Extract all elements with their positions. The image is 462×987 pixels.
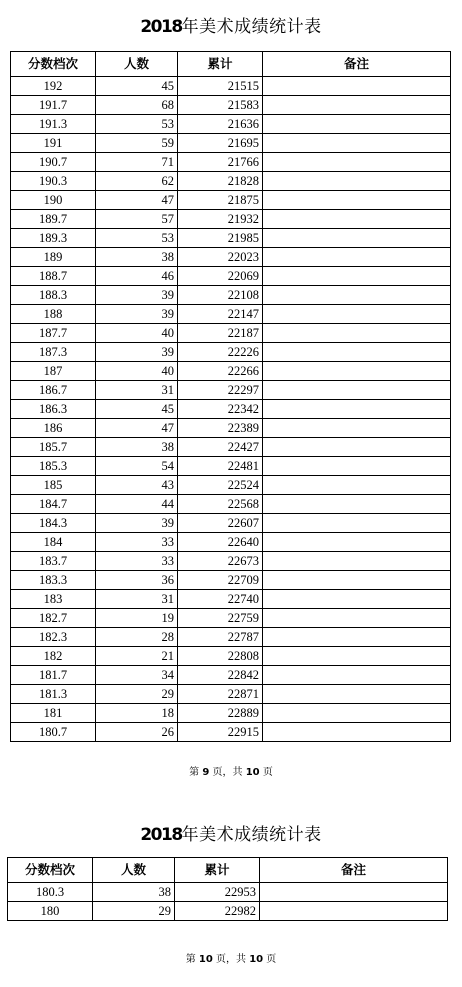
- cumulative-cell: 22389: [178, 419, 263, 438]
- table-row: [11, 229, 451, 248]
- count-cell: 53: [96, 229, 178, 248]
- header-cumulative: 累计: [175, 858, 260, 883]
- remark-cell: [263, 400, 451, 419]
- score-cell: 181.7: [11, 666, 96, 685]
- table-row: [11, 286, 451, 305]
- cumulative-cell: 22787: [178, 628, 263, 647]
- count-cell: 29: [93, 902, 175, 921]
- cumulative-cell: 22427: [178, 438, 263, 457]
- remark-cell: [263, 248, 451, 267]
- count-cell: 40: [96, 324, 178, 343]
- table-header-row: [11, 52, 451, 77]
- score-cell: 191.7: [11, 96, 96, 115]
- cumulative-cell: 22108: [178, 286, 263, 305]
- remark-cell: [263, 191, 451, 210]
- score-cell: 190.3: [11, 172, 96, 191]
- table-row: [8, 902, 448, 921]
- total-pages: 10: [245, 767, 260, 778]
- score-cell: 188.7: [11, 267, 96, 286]
- total-pages: 10: [249, 954, 264, 965]
- count-cell: 28: [96, 628, 178, 647]
- remark-cell: [260, 902, 448, 921]
- remark-cell: [263, 267, 451, 286]
- cumulative-cell: 22640: [178, 533, 263, 552]
- remark-cell: [263, 514, 451, 533]
- cumulative-cell: 22524: [178, 476, 263, 495]
- score-cell: 189.7: [11, 210, 96, 229]
- count-cell: 68: [96, 96, 178, 115]
- count-cell: 45: [96, 77, 178, 96]
- table-row: [11, 438, 451, 457]
- table-header-row: [8, 858, 448, 883]
- remark-cell: [263, 723, 451, 742]
- count-cell: 40: [96, 362, 178, 381]
- remark-cell: [263, 666, 451, 685]
- score-cell: 188: [11, 305, 96, 324]
- table-row: [11, 419, 451, 438]
- score-cell: 181.3: [11, 685, 96, 704]
- title-text: 年美术成绩统计表: [181, 825, 322, 845]
- table-row: [11, 324, 451, 343]
- table-row: [11, 96, 451, 115]
- score-table: [7, 857, 448, 921]
- score-cell: 182: [11, 647, 96, 666]
- count-cell: 26: [96, 723, 178, 742]
- page-footer: 第 10 页，共 10 页: [185, 954, 277, 965]
- remark-cell: [263, 438, 451, 457]
- table-row: [11, 590, 451, 609]
- remark-cell: [263, 590, 451, 609]
- score-cell: 180: [8, 902, 93, 921]
- cumulative-cell: 22147: [178, 305, 263, 324]
- table-row: [11, 495, 451, 514]
- count-cell: 39: [96, 305, 178, 324]
- cumulative-cell: 21583: [178, 96, 263, 115]
- score-cell: 185: [11, 476, 96, 495]
- table-body: [8, 883, 448, 921]
- cumulative-cell: 22297: [178, 381, 263, 400]
- page-number: 9: [202, 767, 210, 778]
- count-cell: 33: [96, 552, 178, 571]
- table-row: [11, 362, 451, 381]
- table-row: [11, 172, 451, 191]
- table-row: [11, 134, 451, 153]
- header-score-level: 分数档次: [8, 858, 93, 883]
- count-cell: 36: [96, 571, 178, 590]
- score-cell: 183: [11, 590, 96, 609]
- remark-cell: [263, 419, 451, 438]
- page-title: [0, 12, 462, 37]
- remark-cell: [263, 210, 451, 229]
- table-row: [11, 552, 451, 571]
- score-cell: 180.7: [11, 723, 96, 742]
- count-cell: 45: [96, 400, 178, 419]
- table-row: [11, 533, 451, 552]
- count-cell: 54: [96, 457, 178, 476]
- score-cell: 187: [11, 362, 96, 381]
- score-cell: 185.7: [11, 438, 96, 457]
- score-cell: 185.3: [11, 457, 96, 476]
- remark-cell: [263, 704, 451, 723]
- cumulative-cell: 21766: [178, 153, 263, 172]
- cumulative-cell: 22871: [178, 685, 263, 704]
- cumulative-cell: 21932: [178, 210, 263, 229]
- count-cell: 33: [96, 533, 178, 552]
- score-cell: 182.7: [11, 609, 96, 628]
- page-footer: 第 9 页，共 10 页: [189, 767, 273, 778]
- count-cell: 38: [96, 438, 178, 457]
- title-text: 年美术成绩统计表: [181, 17, 322, 37]
- count-cell: 44: [96, 495, 178, 514]
- remark-cell: [263, 77, 451, 96]
- count-cell: 57: [96, 210, 178, 229]
- header-remarks: 备注: [260, 858, 448, 883]
- count-cell: 19: [96, 609, 178, 628]
- cumulative-cell: 22342: [178, 400, 263, 419]
- table-row: [11, 571, 451, 590]
- cumulative-cell: 22759: [178, 609, 263, 628]
- table-row: [11, 609, 451, 628]
- header-cumulative: 累计: [178, 52, 263, 77]
- remark-cell: [263, 381, 451, 400]
- score-cell: 191.3: [11, 115, 96, 134]
- cumulative-cell: 22568: [178, 495, 263, 514]
- cumulative-cell: 22842: [178, 666, 263, 685]
- remark-cell: [263, 685, 451, 704]
- remark-cell: [263, 609, 451, 628]
- table-row: [11, 248, 451, 267]
- score-cell: 186.3: [11, 400, 96, 419]
- count-cell: 47: [96, 419, 178, 438]
- count-cell: 62: [96, 172, 178, 191]
- cumulative-cell: 22226: [178, 343, 263, 362]
- table-row: [11, 514, 451, 533]
- remark-cell: [263, 552, 451, 571]
- count-cell: 38: [93, 883, 175, 902]
- score-cell: 188.3: [11, 286, 96, 305]
- table-row: [11, 267, 451, 286]
- score-cell: 189: [11, 248, 96, 267]
- remark-cell: [263, 229, 451, 248]
- cumulative-cell: 22808: [178, 647, 263, 666]
- score-cell: 181: [11, 704, 96, 723]
- remark-cell: [263, 343, 451, 362]
- count-cell: 21: [96, 647, 178, 666]
- remark-cell: [263, 96, 451, 115]
- score-cell: 192: [11, 77, 96, 96]
- score-table: [10, 51, 451, 742]
- table-row: [11, 723, 451, 742]
- remark-cell: [263, 476, 451, 495]
- remark-cell: [263, 571, 451, 590]
- remark-cell: [263, 647, 451, 666]
- header-remarks: 备注: [263, 52, 451, 77]
- remark-cell: [263, 153, 451, 172]
- count-cell: 47: [96, 191, 178, 210]
- count-cell: 29: [96, 685, 178, 704]
- page-number: 10: [198, 954, 213, 965]
- remark-cell: [263, 457, 451, 476]
- cumulative-cell: 22709: [178, 571, 263, 590]
- count-cell: 18: [96, 704, 178, 723]
- remark-cell: [263, 628, 451, 647]
- count-cell: 31: [96, 590, 178, 609]
- score-cell: 186: [11, 419, 96, 438]
- score-cell: 183.3: [11, 571, 96, 590]
- cumulative-cell: 21636: [178, 115, 263, 134]
- score-cell: 186.7: [11, 381, 96, 400]
- remark-cell: [263, 172, 451, 191]
- score-cell: 189.3: [11, 229, 96, 248]
- table-row: [11, 381, 451, 400]
- cumulative-cell: 21515: [178, 77, 263, 96]
- count-cell: 39: [96, 514, 178, 533]
- table-row: [11, 628, 451, 647]
- remark-cell: [263, 305, 451, 324]
- cumulative-cell: 21985: [178, 229, 263, 248]
- count-cell: 43: [96, 476, 178, 495]
- table-row: [11, 457, 451, 476]
- remark-cell: [260, 883, 448, 902]
- count-cell: 46: [96, 267, 178, 286]
- table-row: [11, 685, 451, 704]
- table-row: [11, 704, 451, 723]
- count-cell: 71: [96, 153, 178, 172]
- header-count: 人数: [93, 858, 175, 883]
- score-cell: 187.7: [11, 324, 96, 343]
- cumulative-cell: 22673: [178, 552, 263, 571]
- score-cell: 187.3: [11, 343, 96, 362]
- remark-cell: [263, 495, 451, 514]
- table-row: [11, 305, 451, 324]
- score-cell: 184: [11, 533, 96, 552]
- score-cell: 180.3: [8, 883, 93, 902]
- remark-cell: [263, 324, 451, 343]
- score-cell: 183.7: [11, 552, 96, 571]
- score-cell: 190.7: [11, 153, 96, 172]
- cumulative-cell: 22266: [178, 362, 263, 381]
- count-cell: 39: [96, 343, 178, 362]
- cumulative-cell: 21828: [178, 172, 263, 191]
- score-cell: 182.3: [11, 628, 96, 647]
- score-cell: 191: [11, 134, 96, 153]
- score-cell: 184.3: [11, 514, 96, 533]
- table-row: [11, 666, 451, 685]
- cumulative-cell: 22915: [178, 723, 263, 742]
- count-cell: 34: [96, 666, 178, 685]
- cumulative-cell: 22023: [178, 248, 263, 267]
- table-row: [11, 77, 451, 96]
- count-cell: 38: [96, 248, 178, 267]
- cumulative-cell: 22740: [178, 590, 263, 609]
- table-row: [11, 115, 451, 134]
- cumulative-cell: 21875: [178, 191, 263, 210]
- count-cell: 53: [96, 115, 178, 134]
- count-cell: 31: [96, 381, 178, 400]
- page-title: [0, 820, 462, 845]
- table-row: [11, 343, 451, 362]
- remark-cell: [263, 115, 451, 134]
- table-row: [11, 210, 451, 229]
- header-score-level: 分数档次: [11, 52, 96, 77]
- cumulative-cell: 22481: [178, 457, 263, 476]
- count-cell: 39: [96, 286, 178, 305]
- cumulative-cell: 22889: [178, 704, 263, 723]
- table-row: [11, 647, 451, 666]
- remark-cell: [263, 533, 451, 552]
- cumulative-cell: 22069: [178, 267, 263, 286]
- cumulative-cell: 22953: [175, 883, 260, 902]
- table-row: [11, 400, 451, 419]
- cumulative-cell: 22607: [178, 514, 263, 533]
- table-row: [11, 476, 451, 495]
- header-count: 人数: [96, 52, 178, 77]
- score-cell: 190: [11, 191, 96, 210]
- title-year: 2018: [140, 17, 182, 37]
- table-body: [11, 77, 451, 742]
- table-row: [8, 883, 448, 902]
- remark-cell: [263, 134, 451, 153]
- remark-cell: [263, 362, 451, 381]
- cumulative-cell: 22187: [178, 324, 263, 343]
- title-year: 2018: [140, 825, 182, 845]
- cumulative-cell: 21695: [178, 134, 263, 153]
- cumulative-cell: 22982: [175, 902, 260, 921]
- remark-cell: [263, 286, 451, 305]
- table-row: [11, 191, 451, 210]
- count-cell: 59: [96, 134, 178, 153]
- score-cell: 184.7: [11, 495, 96, 514]
- table-row: [11, 153, 451, 172]
